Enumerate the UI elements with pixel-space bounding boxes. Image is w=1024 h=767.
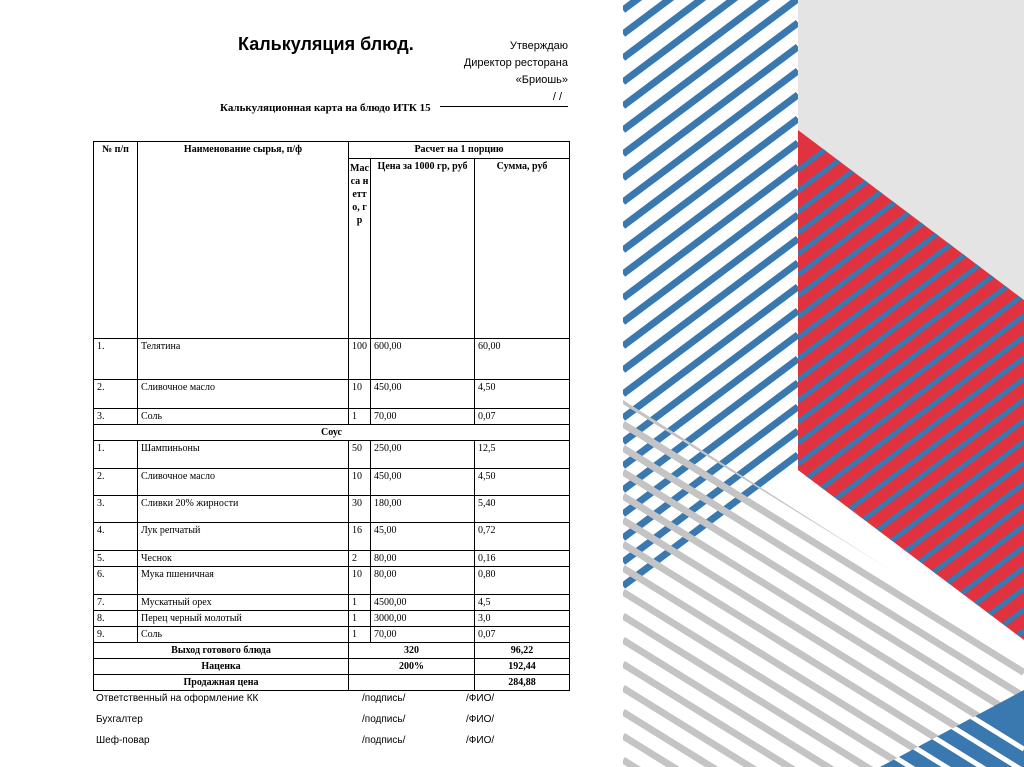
cell-num: 2. bbox=[94, 380, 138, 409]
cell-sum: 12,5 bbox=[475, 441, 570, 469]
cell-num: 6. bbox=[94, 567, 138, 595]
table-row bbox=[94, 627, 570, 643]
cell-mass: 50 bbox=[349, 441, 371, 469]
cell-mass: 1 bbox=[349, 611, 371, 627]
table-row bbox=[94, 409, 570, 425]
table-row bbox=[94, 441, 570, 469]
table-row bbox=[94, 551, 570, 567]
cell-price: 450,00 bbox=[371, 380, 475, 409]
table-row bbox=[94, 339, 570, 380]
total-label: Наценка bbox=[94, 659, 349, 675]
calculation-table bbox=[93, 141, 570, 691]
cell-mass: 10 bbox=[349, 380, 371, 409]
total-mid: 320 bbox=[349, 643, 475, 659]
signature-sign: /подпись/ bbox=[362, 693, 406, 704]
signature-role: Бухгалтер bbox=[96, 714, 143, 725]
cell-name: Шампиньоны bbox=[138, 441, 349, 469]
cell-mass: 1 bbox=[349, 409, 371, 425]
section-sauce: Соус bbox=[94, 425, 570, 441]
total-label: Продажная цена bbox=[94, 675, 349, 691]
total-sum: 192,44 bbox=[475, 659, 570, 675]
cell-name: Перец черный молотый bbox=[138, 611, 349, 627]
header-portion: Расчет на 1 порцию bbox=[349, 142, 570, 159]
signatures-block bbox=[96, 693, 536, 756]
cell-name: Сливочное масло bbox=[138, 380, 349, 409]
sauce-rows bbox=[94, 441, 570, 643]
total-sum: 284,88 bbox=[475, 675, 570, 691]
cell-price: 450,00 bbox=[371, 469, 475, 496]
cell-sum: 0,80 bbox=[475, 567, 570, 595]
cell-num: 9. bbox=[94, 627, 138, 643]
header-name: Наименование сырья, п/ф bbox=[138, 142, 349, 339]
cell-num: 1. bbox=[94, 339, 138, 380]
cell-mass: 30 bbox=[349, 496, 371, 523]
cell-num: 1. bbox=[94, 441, 138, 469]
signature-role: Шеф-повар bbox=[96, 735, 150, 746]
cell-name: Сливочное масло bbox=[138, 469, 349, 496]
cell-price: 80,00 bbox=[371, 567, 475, 595]
stripe bbox=[623, 0, 798, 58]
cell-num: 8. bbox=[94, 611, 138, 627]
cell-num: 3. bbox=[94, 496, 138, 523]
cell-num: 3. bbox=[94, 409, 138, 425]
cell-name: Сливки 20% жирности bbox=[138, 496, 349, 523]
cell-num: 5. bbox=[94, 551, 138, 567]
total-row bbox=[94, 659, 570, 675]
cell-sum: 5,40 bbox=[475, 496, 570, 523]
cell-sum: 0,07 bbox=[475, 409, 570, 425]
cell-price: 3000,00 bbox=[371, 611, 475, 627]
card-title: Калькуляционная карта на блюдо ИТК 15 bbox=[220, 102, 431, 114]
signature-role: Ответственный на оформление КК bbox=[96, 693, 259, 704]
cell-mass: 1 bbox=[349, 595, 371, 611]
table-row bbox=[94, 523, 570, 551]
table-row bbox=[94, 567, 570, 595]
header-sum: Сумма, руб bbox=[475, 159, 570, 339]
cell-num: 2. bbox=[94, 469, 138, 496]
approval-line-2: Директор ресторана bbox=[463, 57, 568, 69]
total-row bbox=[94, 675, 570, 691]
cell-num: 7. bbox=[94, 595, 138, 611]
signature-row bbox=[96, 735, 536, 756]
main-rows bbox=[94, 339, 570, 425]
signature-row bbox=[96, 714, 536, 735]
cell-price: 180,00 bbox=[371, 496, 475, 523]
cell-name: Мускатный орех bbox=[138, 595, 349, 611]
cell-sum: 4,5 bbox=[475, 595, 570, 611]
cell-name: Мука пшеничная bbox=[138, 567, 349, 595]
cell-name: Лук репчатый bbox=[138, 523, 349, 551]
signature-sign: /подпись/ bbox=[362, 735, 406, 746]
cell-num: 4. bbox=[94, 523, 138, 551]
cell-price: 70,00 bbox=[371, 409, 475, 425]
signature-fio: /ФИО/ bbox=[466, 735, 495, 746]
approval-block bbox=[440, 38, 568, 107]
approval-line-1: Утверждаю bbox=[509, 40, 568, 52]
cell-mass: 10 bbox=[349, 567, 371, 595]
slide-title: Калькуляция блюд. bbox=[238, 34, 414, 54]
cell-mass: 16 bbox=[349, 523, 371, 551]
header-num: № п/п bbox=[94, 142, 138, 339]
header-mass: Масса нетто, гр bbox=[349, 159, 371, 339]
cell-sum: 60,00 bbox=[475, 339, 570, 380]
cell-price: 4500,00 bbox=[371, 595, 475, 611]
cell-price: 70,00 bbox=[371, 627, 475, 643]
total-mid bbox=[349, 675, 475, 691]
cell-name: Чеснок bbox=[138, 551, 349, 567]
totals-rows bbox=[94, 643, 570, 691]
table-row bbox=[94, 611, 570, 627]
table-row bbox=[94, 380, 570, 409]
approval-sign-line: / / bbox=[440, 89, 568, 107]
cell-price: 250,00 bbox=[371, 441, 475, 469]
cell-sum: 3,0 bbox=[475, 611, 570, 627]
cell-sum: 0,16 bbox=[475, 551, 570, 567]
cell-name: Соль bbox=[138, 409, 349, 425]
total-sum: 96,22 bbox=[475, 643, 570, 659]
stripe bbox=[798, 547, 1024, 717]
signature-sign: /подпись/ bbox=[362, 714, 406, 725]
approval-line-3: «Бриошь» bbox=[515, 74, 568, 86]
cell-price: 45,00 bbox=[371, 523, 475, 551]
cell-mass: 100 bbox=[349, 339, 371, 380]
signature-row bbox=[96, 693, 536, 714]
table-row bbox=[94, 469, 570, 496]
cell-name: Соль bbox=[138, 627, 349, 643]
cell-mass: 2 bbox=[349, 551, 371, 567]
cell-mass: 1 bbox=[349, 627, 371, 643]
stripe bbox=[623, 0, 798, 10]
total-label: Выход готового блюда bbox=[94, 643, 349, 659]
signature-fio: /ФИО/ bbox=[466, 693, 495, 704]
cell-price: 600,00 bbox=[371, 339, 475, 380]
cell-mass: 10 bbox=[349, 469, 371, 496]
header-price: Цена за 1000 гр, руб bbox=[371, 159, 475, 339]
cell-sum: 0,72 bbox=[475, 523, 570, 551]
cell-sum: 0,07 bbox=[475, 627, 570, 643]
total-mid: 200% bbox=[349, 659, 475, 675]
table-row bbox=[94, 595, 570, 611]
cell-sum: 4,50 bbox=[475, 469, 570, 496]
signature-fio: /ФИО/ bbox=[466, 714, 495, 725]
cell-sum: 4,50 bbox=[475, 380, 570, 409]
cell-price: 80,00 bbox=[371, 551, 475, 567]
table-row bbox=[94, 496, 570, 523]
total-row bbox=[94, 643, 570, 659]
cell-name: Телятина bbox=[138, 339, 349, 380]
